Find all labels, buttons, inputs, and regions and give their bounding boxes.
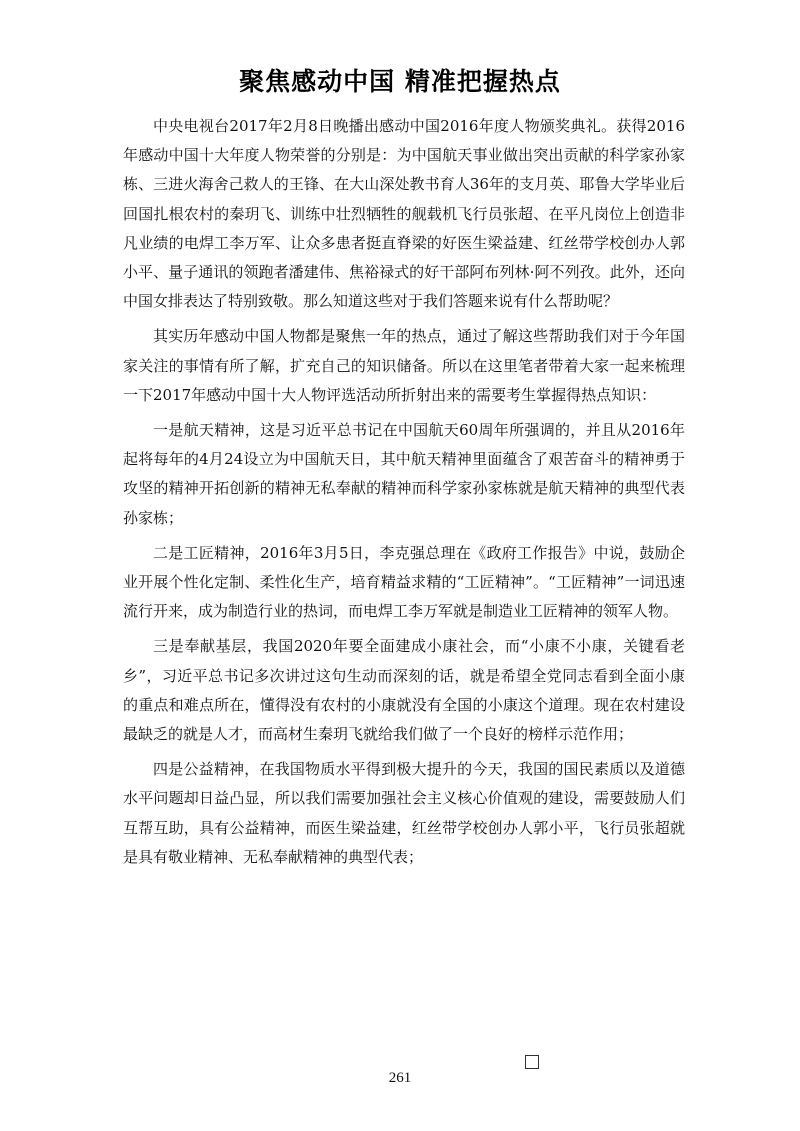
checkbox-icon[interactable] [525,1055,539,1069]
paragraph-intro: 中央电视台2017年2月8日晚播出感动中国2016年度人物颁奖典礼。获得2016年感动中国十大年度人物荣誉的分别是：为中国航天事业做出突出贡献的科学家孙家栋、三进火海舍己救人的王锋、在大山深处教书育人36年的支月英、耶鲁大学毕业后回国扎根农村的秦玥飞、训练中壮烈牺牲的舰载机飞行员张超、在平凡岗位上创造非凡业绩的电焊工李万军、让众多患者挺直脊梁的好医生梁益建、红丝带学校创办人郭小平、量子通讯的领跑者潘建伟、焦裕禄式的好干部阿布列林·阿不列孜。此外，还向中国女排表达了特别致敬。那么知道这些对于我们答题来说有什么帮助呢？ [123,117,685,311]
document-body [123,112,685,878]
document-title: 聚焦感动中国 精准把握热点 [239,67,561,96]
paragraph-summary: 其实历年感动中国人物都是聚焦一年的热点，通过了解这些帮助我们对于今年国家关注的事情有所了解，扩充自己的知识储备。所以在这里笔者带着大家一起来梳理一下2017年感动中国十大人物评选活动所折射出来的需要考生掌握得热点知识： [123,327,685,404]
paragraph-public-welfare: 四是公益精神，在我国物质水平得到极大提升的今天，我国的国民素质以及道德水平问题却日益凸显，所以我们需要加强社会主义核心价值观的建设，需要鼓励人们互帮互助，具有公益精神，而医生梁益建，红丝带学校创办人郭小平，飞行员张超就是具有敬业精神、无私奉献精神的典型代表； [123,760,685,866]
paragraph-craftsman-spirit: 二是工匠精神，2016年3月5日，李克强总理在《政府工作报告》中说，鼓励企业开展个性化定制、柔性化生产，培育精益求精的“工匠精神”。“工匠精神”一词迅速流行开来，成为制造行业的热词，而电焊工李万军就是制造业工匠精神的领军人物。 [123,543,685,621]
page-number: 261 [388,1070,412,1086]
paragraph-grassroots-dedication: 三是奉献基层，我国2020年要全面建成小康社会，而“小康不小康，关键看老乡”，习近平总书记多次讲过这句生动而深刻的话，就是希望全党同志看到全面小康的重点和难点所在，懂得没有农村的小康就没有全国的小康这个道理。现在农村建设最缺乏的就是人才，而高材生秦玥飞就给我们做了一个良好的榜样示范作用； [123,637,685,744]
paragraph-aerospace-spirit: 一是航天精神，这是习近平总书记在中国航天60周年所强调的，并且从2016年起将每年的4月24设立为中国航天日，其中航天精神里面蕴含了艰苦奋斗的精神勇于攻坚的精神开拓创新的精神无私奉献的精神而科学家孙家栋就是航天精神的典型代表孙家栋； [123,421,685,527]
